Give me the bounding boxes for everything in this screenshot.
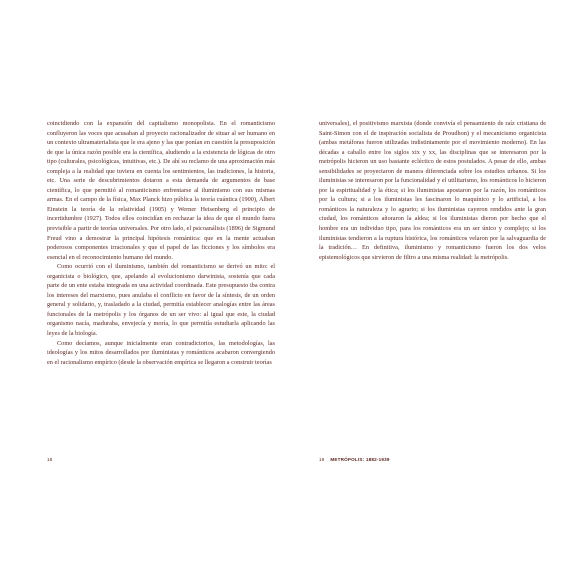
right-page-number: 19 xyxy=(319,457,325,462)
right-page-folio xyxy=(319,457,390,463)
left-page-folio xyxy=(47,457,52,463)
right-paragraph-1: universales), el positivismo marxista (donde convivía el pensamiento de raíz cristiana de Saint-Simon con el de inspiración socialista de Proudhon) y el mecanicismo organicista (ambas metáforas fueron utilizadas indistintamente por el movimiento moderno). En las décadas a caballo entre los siglos xix y xx, las disciplinas que se interesaron por la metrópolis hicieron un uso bastante ecléctico de estos postulados. A pesar de ello, ambas sensibilidades se proyectaron de manera diferenciada sobre los estudios urbanos. Si los iluministas se interesaron por la funcionalidad y el utilitarismo, los románticos lo hicieron por la espiritualidad y la ética; si los iluministas apostaron por la razón, los románticos por la cultura; si a los iluministas les fascinaron lo maquínico y lo artificial, a los románticos la naturaleza y lo agrario; si los iluministas cayeron rendidos ante la gran ciudad, los románticos añoraron la aldea; si los iluministas dieron por hecho que el hombre era un individuo tipo, para los románticos era un ser único y complejo; si los iluministas tendieron a la ruptura histórica, los románticos velaron por la salvaguardia de la tradición… En definitiva, iluminismo y romanticismo fueron los dos velos epistemológicos que sirvieron de filtro a una misma realidad: la metrópolis. xyxy=(319,120,546,261)
left-paragraph-3: Como decíamos, aunque inicialmente eran contradictorios, las metodologías, las ideologías y los mitos desarrollados por iluministas y románticos acabaron convergiendo en el racionalismo empírico (desde la observación empírica se llegaron a construir teorías xyxy=(47,339,275,366)
left-page-text xyxy=(47,119,275,367)
right-page-text xyxy=(319,119,546,262)
left-page-number: 18 xyxy=(47,457,53,462)
running-head: METRÓPOLIS: 1882-1939 xyxy=(330,457,390,462)
left-paragraph-2: Como ocurrió con el iluminismo, también del romanticismo se derivó un mito: el organicista o biológico, que, apelando al evolucionismo darwinista, sostenía que cada parte de un ente estaba integrada en una actividad coordinada. Este presupuesto iba contra los intereses del marxismo, pues anulaba el conflicto en favor de la síntesis, de un orden general y solidario, y, trasladado a la ciudad, permitía establecer analogías entre las áreas funcionales de la metrópolis y los órganos de un ser vivo: al igual que este, la ciudad organismo nacía, maduraba, envejecía y moría, lo que permitía estudiarla aplicando las leyes de la biología. xyxy=(47,263,275,338)
left-paragraph-1: coincidiendo con la expansión del capitalismo monopolista. En el romanticismo confluyeron las voces que acusaban al proyecto racionalizador de situar al ser humano en un contexto ultramaterialista que le era ajeno y las que ponían en cuestión la presuposición de que la única razón posible era la científica, aludiendo a la existencia de lógicas de otro tipo (culturales, psicológicas, intuitivas, etc.). De ahí su reclamo de una aproximación más compleja a la realidad que tuviera en cuenta los sentimientos, las tradiciones, la historia, etc. Una serie de descubrimientos dotaron a esta demanda de argumentos de base científica, lo que permitió al romanticismo enfrentarse al iluminismo con sus mismas armas. En el campo de la física, Max Planck hizo pública la teoría cuántica (1900), Albert Einstein la teoría de la relatividad (1905) y Werner Heisenberg el principio de incertidumbre (1927). Todos ellos coincidían en rechazar la idea de que el mundo fuera previsible a partir de teorías universales. Por otro lado, el psicoanálisis (1896) de Sigmund Freud vino a demostrar la principal hipótesis romántica: que en la mente actuaban poderosos componentes irracionales y que el papel de las ficciones y los símbolos era esencial en el reconocimiento humano del mundo. xyxy=(47,120,275,261)
